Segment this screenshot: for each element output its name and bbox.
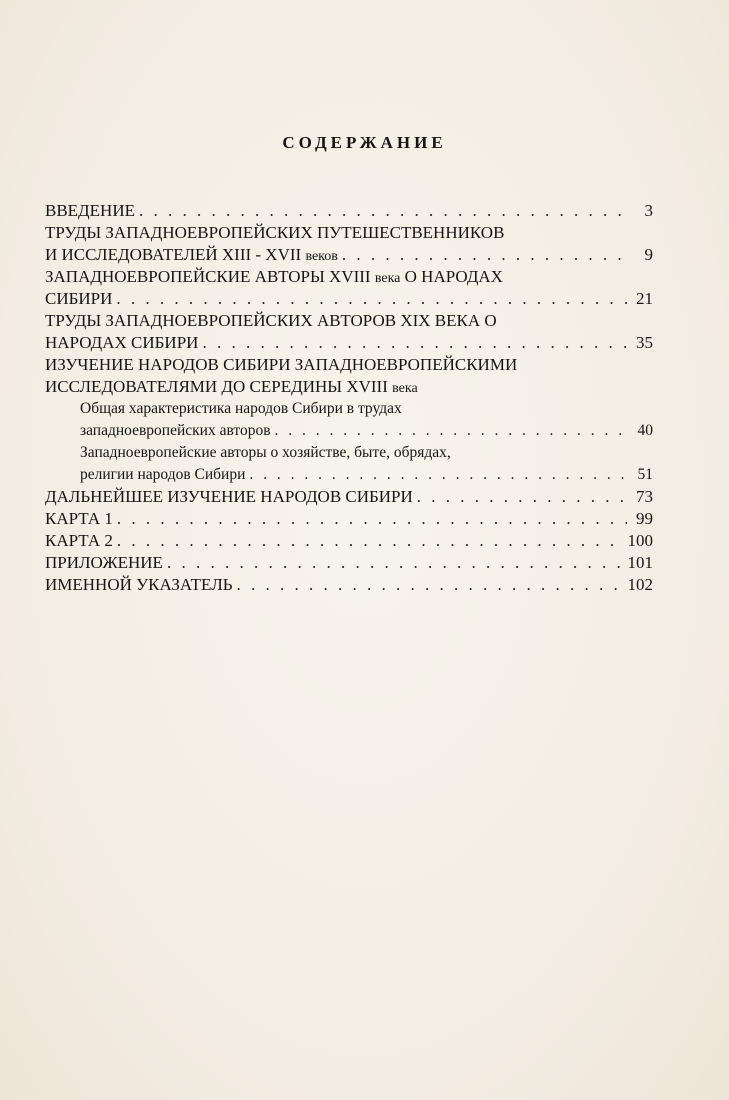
toc-entry-name-index[interactable]	[45, 574, 653, 596]
toc-entry-19th-century[interactable]	[45, 310, 653, 354]
toc-entry-title: ВВЕДЕНИЕ	[45, 201, 135, 220]
toc-entry-title-line2: СИБИРИ	[45, 289, 113, 308]
leader-dots	[139, 200, 627, 222]
toc-entry-title: ДАЛЬНЕЙШЕЕ ИЗУЧЕНИЕ НАРОДОВ СИБИРИ	[45, 487, 413, 506]
toc-entry-title: КАРТА 2	[45, 531, 113, 550]
leader-dots	[117, 530, 624, 552]
leader-dots	[202, 332, 627, 354]
toc-page-number: 21	[636, 289, 653, 308]
toc-entry-title: КАРТА 1	[45, 509, 113, 528]
toc-page-number: 51	[637, 466, 653, 483]
toc-subentry-economy-rituals[interactable]	[45, 442, 653, 486]
toc-entry-18th-century[interactable]	[45, 266, 653, 310]
toc-entry-map-2[interactable]	[45, 530, 653, 552]
toc-entry-title: ПРИЛОЖЕНИЕ	[45, 553, 163, 572]
toc-page-number: 3	[644, 201, 653, 220]
leader-dots	[167, 552, 624, 574]
toc-entry-title: ИМЕННОЙ УКАЗАТЕЛЬ	[45, 575, 233, 594]
toc-page-number: 100	[627, 531, 653, 550]
toc-entry-title-line1: ТРУДЫ ЗАПАДНОЕВРОПЕЙСКИХ АВТОРОВ XIX ВЕКА О	[45, 311, 497, 330]
leader-dots	[249, 464, 627, 486]
toc-entry-title-line2: религии народов Сибири	[80, 466, 246, 483]
page-title: СОДЕРЖАНИЕ	[282, 133, 447, 152]
toc-entry-title-line1: Западноевропейские авторы о хозяйстве, быте, обрядах,	[80, 444, 451, 461]
leader-dots	[237, 574, 624, 596]
leader-dots	[275, 420, 627, 442]
toc-entry-title-line1: ИЗУЧЕНИЕ НАРОДОВ СИБИРИ ЗАПАДНОЕВРОПЕЙСКИМИ	[45, 355, 518, 374]
toc-entry-title-line2: ИССЛЕДОВАТЕЛЯМИ ДО СЕРЕДИНЫ XVIII века	[45, 377, 418, 396]
toc-entry-travellers[interactable]	[45, 222, 653, 266]
leader-dots	[342, 244, 627, 266]
toc-page-number: 73	[636, 487, 653, 506]
toc-entry-title-line2: И ИССЛЕДОВАТЕЛЕЙ XIII - XVII веков	[45, 245, 338, 264]
table-of-contents	[45, 200, 653, 596]
toc-page-number: 40	[637, 422, 653, 439]
toc-page-number: 102	[627, 575, 653, 594]
toc-entry-title-line2: НАРОДАХ СИБИРИ	[45, 333, 199, 352]
toc-entry-title-line1: ТРУДЫ ЗАПАДНОЕВРОПЕЙСКИХ ПУТЕШЕСТВЕННИКОВ	[45, 223, 505, 242]
toc-entry-appendix[interactable]	[45, 552, 653, 574]
toc-entry-further-study[interactable]	[45, 486, 653, 508]
toc-entry-title-line2: западноевропейских авторов	[80, 422, 271, 439]
toc-entry-intro[interactable]	[45, 200, 653, 222]
toc-entry-title-line1: ЗАПАДНОЕВРОПЕЙСКИЕ АВТОРЫ XVIII века О НАРОДАХ	[45, 267, 503, 286]
leader-dots	[417, 486, 627, 508]
toc-entry-study-peoples[interactable]	[45, 354, 653, 398]
toc-page-number: 101	[627, 553, 653, 572]
toc-page-number: 99	[636, 509, 653, 528]
toc-page-number: 35	[636, 333, 653, 352]
leader-dots	[117, 508, 627, 530]
toc-entry-map-1[interactable]	[45, 508, 653, 530]
toc-entry-title-line1: Общая характеристика народов Сибири в трудах	[80, 400, 402, 417]
toc-subentry-characteristics[interactable]	[45, 398, 653, 442]
leader-dots	[116, 288, 627, 310]
toc-page-number: 9	[644, 245, 653, 264]
